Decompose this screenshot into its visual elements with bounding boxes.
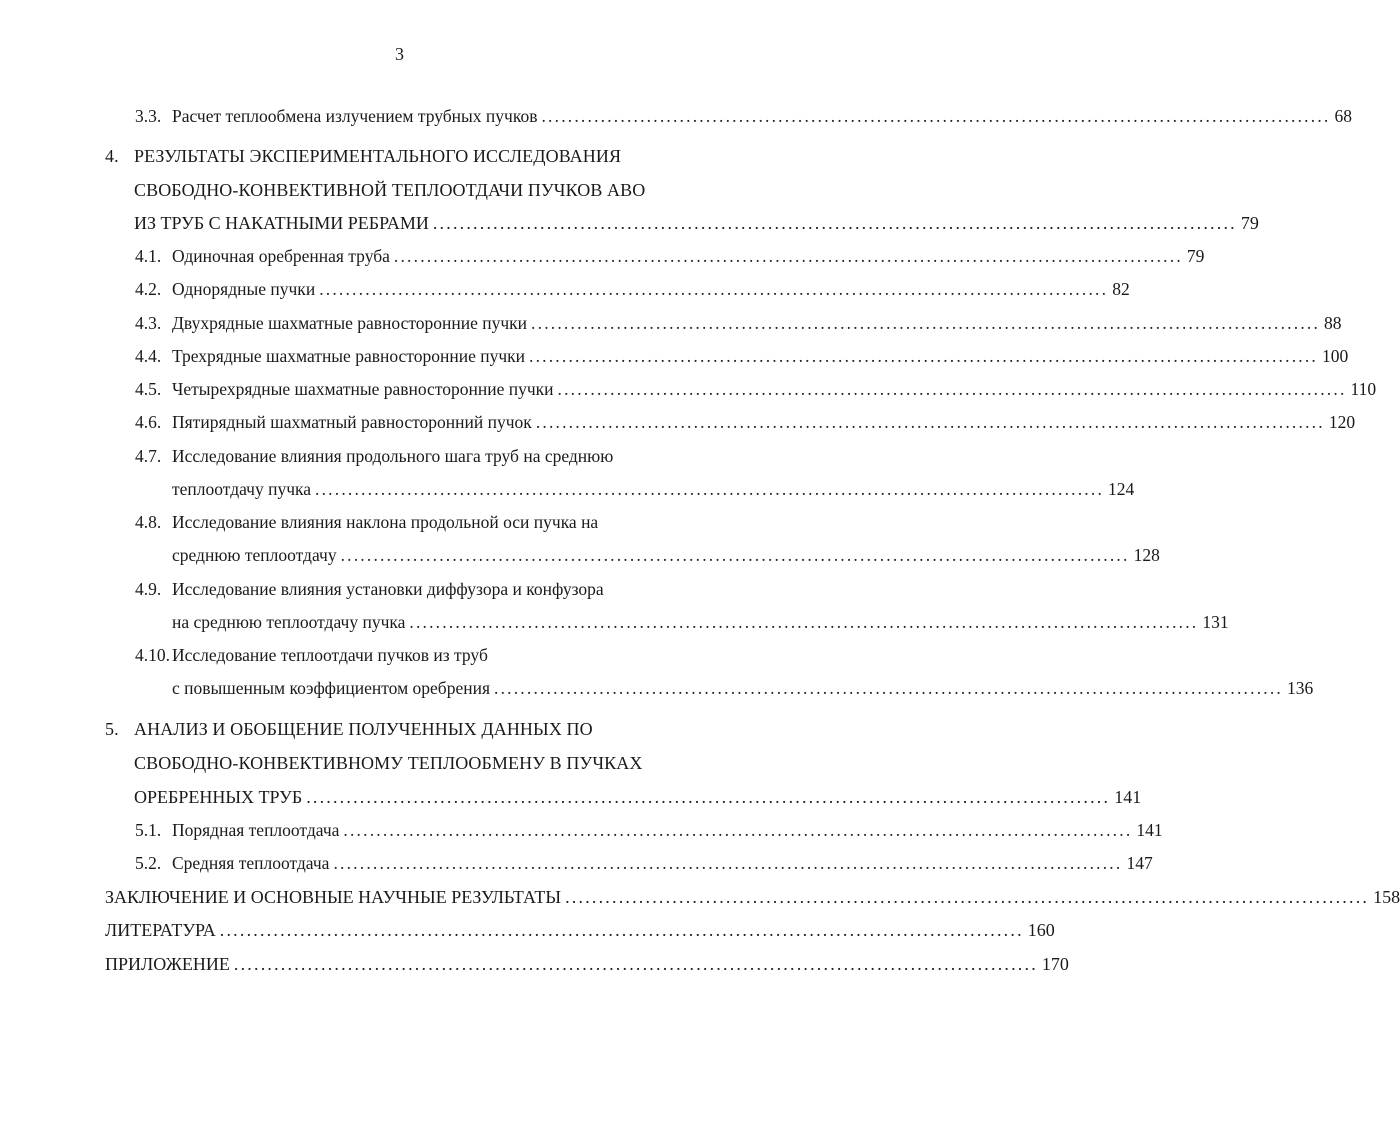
toc-entry-title: РЕЗУЛЬТАТЫ ЭКСПЕРИМЕНТАЛЬНОГО ИССЛЕДОВАНИЯ [134, 146, 622, 166]
toc-entry-number: 4.1. [135, 246, 162, 266]
toc-entry-4-9-line1[interactable] [135, 577, 604, 601]
toc-chapter-5-line3[interactable] [134, 785, 1142, 809]
toc-entry-page: 100 [1322, 346, 1349, 366]
toc-entry-5-1[interactable] [135, 818, 1163, 842]
toc-entry-3-3[interactable] [135, 104, 1352, 128]
dot-leader: ........................................................................................................................ [343, 820, 1133, 840]
toc-entry-title: Расчет теплообмена излучением трубных пучков [172, 106, 538, 126]
toc-entry-page: 147 [1126, 853, 1153, 873]
toc-entry-4-6[interactable] [135, 410, 1356, 434]
toc-entry-title: Одиночная оребренная труба [172, 246, 390, 266]
toc-entry-page: 88 [1324, 313, 1342, 333]
toc-entry-title: Четырехрядные шахматные равносторонние пучки [172, 379, 554, 399]
toc-entry-title: Двухрядные шахматные равносторонние пучки [172, 313, 528, 333]
toc-entry-number: 4. [105, 146, 119, 166]
toc-chapter-4-line1[interactable] [105, 144, 621, 168]
dot-leader: ........................................................................................................................ [565, 887, 1370, 907]
toc-entry-title: с повышенным коэффициентом оребрения [172, 678, 490, 698]
toc-entry-title: Трехрядные шахматные равносторонние пучки [172, 346, 525, 366]
toc-entry-4-3[interactable] [135, 311, 1342, 335]
toc-entry-4-2[interactable] [135, 277, 1130, 301]
toc-entry-number: 4.5. [135, 379, 162, 399]
dot-leader: ........................................................................................................................ [219, 920, 1024, 940]
toc-entry-page: 158 [1373, 887, 1400, 907]
toc-entry-4-7-line2[interactable] [172, 477, 1135, 501]
toc-entry-page: 128 [1133, 545, 1160, 565]
toc-entry-4-10-line1[interactable] [135, 643, 488, 667]
toc-entry-page: 82 [1112, 279, 1130, 299]
dot-leader: ........................................................................................................................ [319, 279, 1109, 299]
toc-entry-page: 141 [1136, 820, 1163, 840]
toc-entry-number: 4.4. [135, 346, 162, 366]
toc-entry-title: Однорядные пучки [172, 279, 316, 299]
dot-leader: ........................................................................................................................ [432, 213, 1237, 233]
toc-entry-title: Пятирядный шахматный равносторонний пучок [172, 412, 532, 432]
toc-entry-title: ОРЕБРЕННЫХ ТРУБ [134, 787, 303, 807]
toc-entry-number: 5.2. [135, 853, 162, 873]
toc-entry-title: теплоотдачу пучка [172, 479, 312, 499]
toc-entry-title: на среднюю теплоотдачу пучка [172, 612, 406, 632]
toc-entry-4-9-line2[interactable] [172, 610, 1229, 634]
dot-leader: ........................................................................................................................ [233, 954, 1038, 974]
dot-leader: ........................................................................................................................ [315, 479, 1105, 499]
toc-chapter-4-line2: СВОБОДНО-КОНВЕКТИВНОЙ ТЕПЛООТДАЧИ ПУЧКОВ АВО [134, 180, 646, 200]
toc-entry-4-5[interactable] [135, 377, 1377, 401]
toc-entry-5-2[interactable] [135, 851, 1153, 875]
toc-entry-page: 110 [1350, 379, 1377, 399]
toc-entry-number: 4.6. [135, 412, 162, 432]
dot-leader: ........................................................................................................................ [306, 787, 1111, 807]
dot-leader: ........................................................................................................................ [541, 106, 1331, 126]
toc-entry-title: ПРИЛОЖЕНИЕ [105, 954, 230, 974]
toc-entry-number: 4.8. [135, 512, 162, 532]
toc-entry-title: ЛИТЕРАТУРА [105, 920, 216, 940]
toc-entry-number: 3.3. [135, 106, 162, 126]
dot-leader: ........................................................................................................................ [557, 379, 1347, 399]
dot-leader: ........................................................................................................................ [535, 412, 1325, 432]
toc-entry-title: ИЗ ТРУБ С НАКАТНЫМИ РЕБРАМИ [134, 213, 429, 233]
toc-entry-page: 124 [1108, 479, 1135, 499]
toc-chapter-5-line1[interactable] [105, 717, 593, 741]
dot-leader: ........................................................................................................................ [531, 313, 1321, 333]
toc-entry-title: Исследование влияния установки диффузора и конфузора [172, 579, 604, 599]
toc-entry-literature[interactable] [105, 918, 1055, 942]
toc-entry-4-7-line1[interactable] [135, 444, 613, 468]
toc-chapter-5-line2: СВОБОДНО-КОНВЕКТИВНОМУ ТЕПЛООБМЕНУ В ПУЧКАХ [134, 753, 643, 773]
toc-entry-page: 68 [1334, 106, 1352, 126]
toc-entry-number: 4.10. [135, 645, 170, 665]
toc-entry-page: 141 [1114, 787, 1142, 807]
toc-entry-4-4[interactable] [135, 344, 1349, 368]
toc-entry-number: 4.9. [135, 579, 162, 599]
toc-entry-title: АНАЛИЗ И ОБОБЩЕНИЕ ПОЛУЧЕННЫХ ДАННЫХ ПО [134, 719, 593, 739]
page-number: 3 [395, 44, 404, 64]
toc-entry-title: Средняя теплоотдача [172, 853, 330, 873]
toc-entry-title: Исследование теплоотдачи пучков из труб [172, 645, 488, 665]
toc-entry-number: 5. [105, 719, 119, 739]
toc-entry-page: 120 [1328, 412, 1356, 432]
toc-entry-4-8-line1[interactable] [135, 510, 598, 534]
toc-entry-number: 5.1. [135, 820, 162, 840]
dot-leader: ........................................................................................................................ [340, 545, 1130, 565]
dot-leader: ........................................................................................................................ [333, 853, 1123, 873]
toc-entry-title: Порядная теплоотдача [172, 820, 340, 840]
toc-chapter-4-line3[interactable] [134, 211, 1259, 235]
toc-entry-number: 4.7. [135, 446, 162, 466]
toc-entry-4-10-line2[interactable] [172, 676, 1314, 700]
dot-leader: ........................................................................................................................ [393, 246, 1183, 266]
dot-leader: ........................................................................................................................ [409, 612, 1199, 632]
dot-leader: ........................................................................................................................ [529, 346, 1318, 366]
toc-entry-page: 79 [1186, 246, 1205, 266]
toc-entry-title: Исследование влияния наклона продольной оси пучка на [172, 512, 599, 532]
toc-entry-number: 4.2. [135, 279, 162, 299]
toc-entry-page: 160 [1027, 920, 1055, 940]
toc-entry-page: 170 [1041, 954, 1069, 974]
toc-entry-title: Исследование влияния продольного шага труб на среднюю [172, 446, 614, 466]
dot-leader: ........................................................................................................................ [494, 678, 1283, 698]
toc-entry-4-8-line2[interactable] [172, 543, 1160, 567]
toc-entry-title: среднюю теплоотдачу [172, 545, 337, 565]
toc-entry-number: 4.3. [135, 313, 162, 333]
toc-entry-4-1[interactable] [135, 244, 1205, 268]
toc-entry-page: 136 [1287, 678, 1314, 698]
toc-entry-conclusion[interactable] [105, 885, 1400, 909]
toc-entry-title: ЗАКЛЮЧЕНИЕ И ОСНОВНЫЕ НАУЧНЫЕ РЕЗУЛЬТАТЫ [105, 887, 562, 907]
toc-entry-page: 131 [1202, 612, 1229, 632]
toc-entry-page: 79 [1240, 213, 1259, 233]
toc-entry-appendix[interactable] [105, 952, 1069, 976]
